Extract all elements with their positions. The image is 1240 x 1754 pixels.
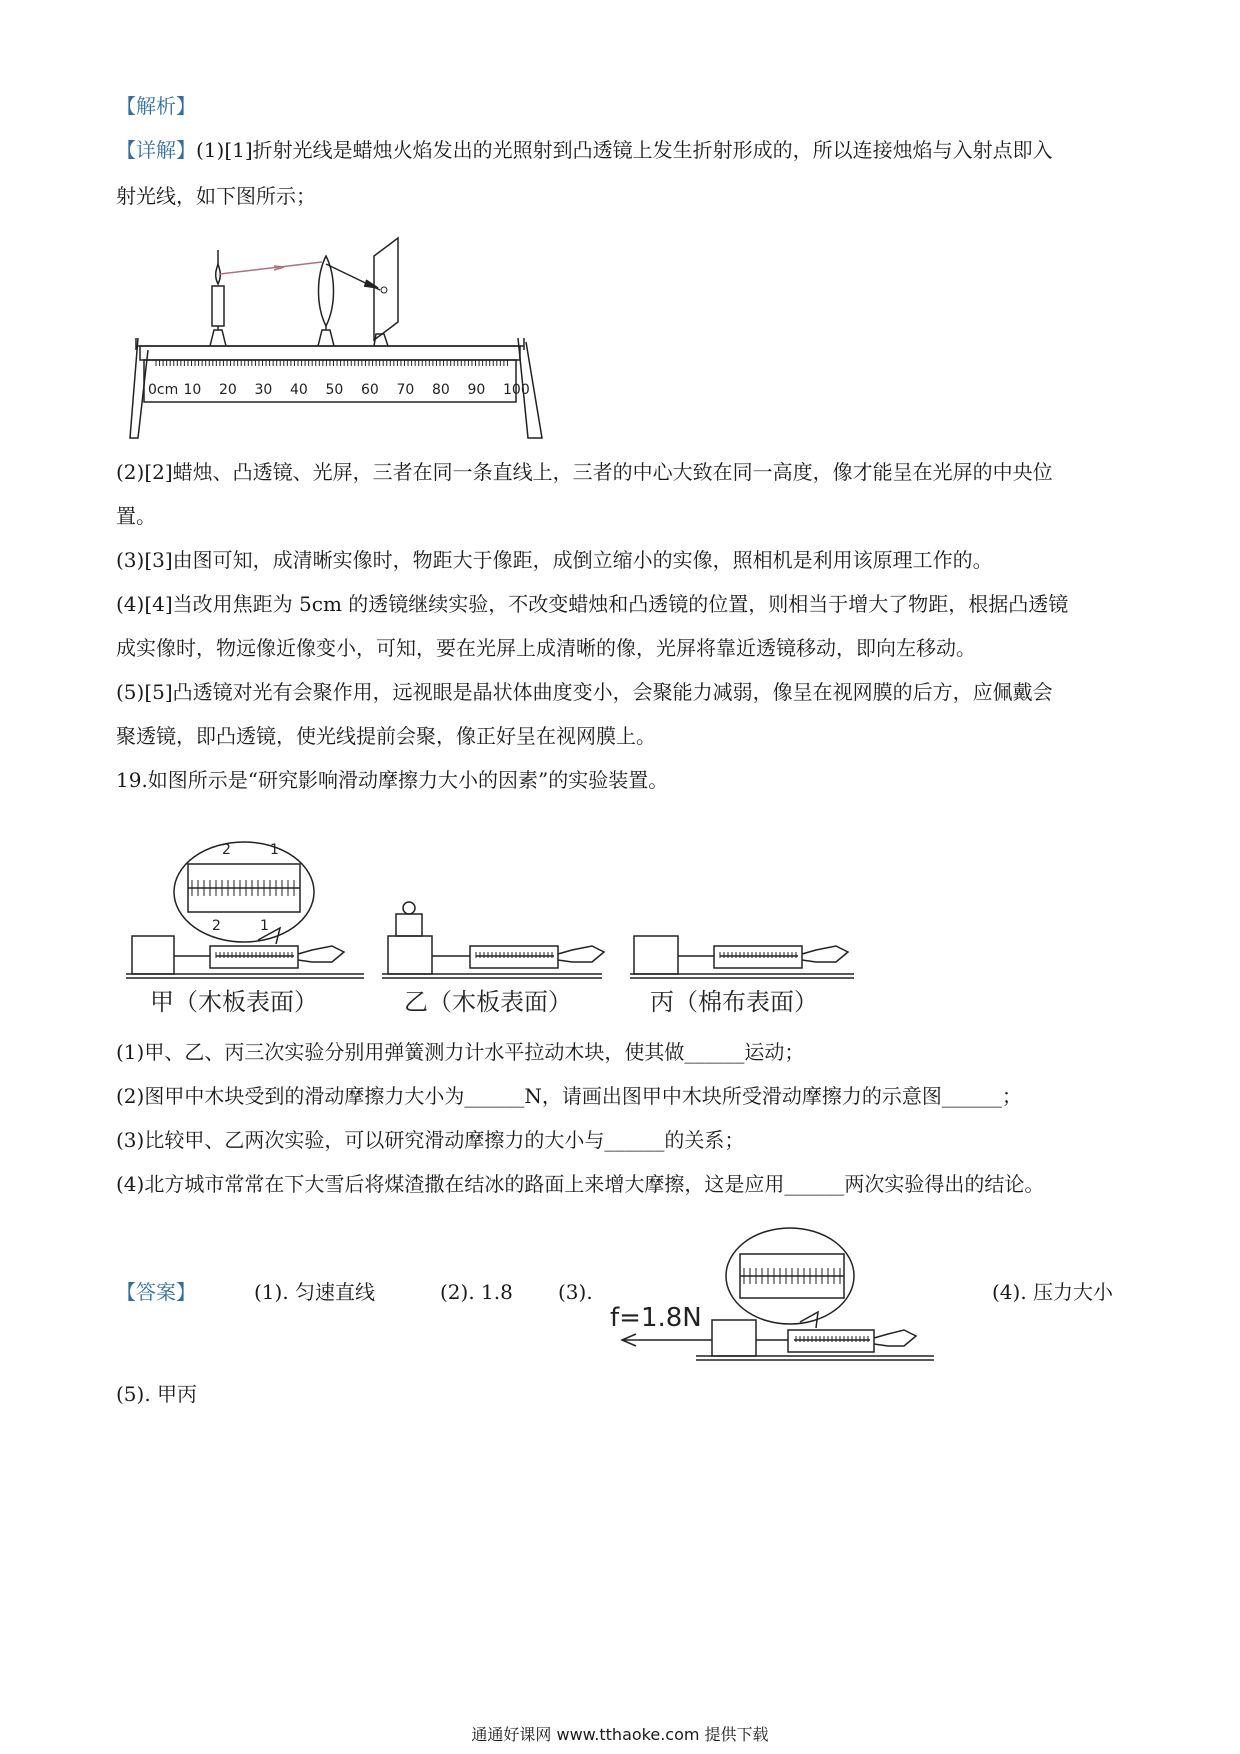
page-footer: 通通好课网 www.tthaoke.com 提供下载 [471, 1725, 769, 1744]
question-19-part-4: (4)北方城市常常在下大雪后将煤渣撒在结冰的路面上来增大摩擦，这是应用______两次实验得出的结论。 [116, 1172, 1045, 1196]
question-19-part-1: (1)甲、乙、丙三次实验分别用弹簧测力计水平拉动木块，使其做______运动； [116, 1040, 805, 1064]
bench-scale-label: 50 [325, 382, 344, 398]
bench-scale-label: 20 [219, 382, 237, 398]
answer-wood-block [712, 1320, 756, 1356]
spring-scale-jia [210, 946, 298, 968]
caption-jia: 甲（木板表面） [150, 988, 318, 1016]
question-19-stem: 19.如图所示是“研究影响滑动摩擦力大小的因素”的实验装置。 [116, 768, 669, 792]
hand-jia [298, 946, 344, 962]
answer-friction-figure [604, 1210, 940, 1366]
paragraph-4-cont: 成实像时，物远像近像变小，可知，要在光屏上成清晰的像，光屏将靠近透镜移动，即向左移动。 [116, 636, 976, 660]
spring-scale-bing [714, 946, 802, 968]
paragraph-5-cont: 聚透镜，即凸透镜，使光线提前会聚，像正好呈在视网膜上。 [116, 724, 656, 748]
paragraph-4: (4)[4]当改用焦距为 5cm 的透镜继续实验，不改变蜡烛和凸透镜的位置，则相当于增大了物距，根据凸透镜 [116, 592, 1069, 616]
candle [212, 286, 224, 326]
caption-bing: 丙（棉布表面） [650, 988, 818, 1016]
question-19-part-2: (2)图甲中木块受到的滑动摩擦力大小为______N，请画出图甲中木块所受滑动摩擦力的示意图______； [116, 1084, 1022, 1108]
answer-4: (4). 压力大小 [992, 1280, 1114, 1304]
screen-holder [374, 334, 388, 346]
dial-digit-4: 1 [260, 918, 269, 934]
detail-label: 【详解】 [116, 138, 196, 162]
spring-scale-yi [470, 946, 558, 968]
hand-yi [558, 946, 604, 962]
bench-rail [140, 346, 520, 360]
paragraph-1-cont: 射光线，如下图所示； [116, 184, 316, 208]
dial-digit-2: 1 [270, 842, 279, 858]
question-19-part-3: (3)比较甲、乙两次实验，可以研究滑动摩擦力的大小与______的关系； [116, 1128, 745, 1152]
answer-3: (3). [558, 1280, 593, 1304]
paragraph-1 [116, 136, 1128, 164]
bench-scale-label: 0cm [148, 382, 179, 398]
friction-experiment-figure [126, 806, 958, 1020]
bench-scale-label: 80 [432, 382, 450, 398]
paragraph-2: (2)[2]蜡烛、凸透镜、光屏，三者在同一条直线上，三者的中心大致在同一高度，像才能呈在光屏的中央位 [116, 460, 1053, 484]
dial-digit-1: 2 [222, 842, 231, 858]
caption-yi: 乙（木板表面） [404, 988, 572, 1016]
candle-holder [210, 330, 226, 346]
magnified-dial [174, 842, 314, 942]
weight [396, 914, 422, 936]
hand-bing [802, 946, 848, 962]
wood-block-yi [388, 936, 432, 974]
friction-label: f=1.8N [610, 1303, 702, 1333]
paragraph-5: (5)[5]凸透镜对光有会聚作用，远视眼是晶状体曲度变小，会聚能力减弱，像呈在视网膜的后方，应佩戴会 [116, 680, 1053, 704]
wood-block-jia [132, 936, 174, 974]
incident-ray [220, 262, 322, 274]
answer-label: 【答案】 [116, 1280, 196, 1304]
bench-scale-label: 10 [183, 382, 202, 398]
bench-scale-label: 70 [396, 382, 415, 398]
candle-flame [216, 264, 221, 284]
paragraph-3: (3)[3]由图可知，成清晰实像时，物距大于像距，成倒立缩小的实像，照相机是利用该原理工作的。 [116, 548, 993, 572]
lens-holder [318, 330, 334, 346]
paragraph-2-cont: 置。 [116, 504, 156, 528]
answer-2: (2). 1.8 [440, 1280, 513, 1304]
bench-scale-label: 90 [467, 382, 486, 398]
bench-scale-label: 40 [290, 382, 308, 398]
analysis-heading: 【解析】 [116, 94, 196, 118]
bench-scale-label: 30 [254, 382, 273, 398]
optical-bench-figure [126, 230, 554, 444]
bench-scale-label: 100 [503, 382, 530, 398]
wood-block-bing [634, 936, 678, 974]
bench-leg-left [130, 338, 148, 438]
bench-scale-label: 60 [361, 382, 379, 398]
answer-1: (1). 匀速直线 [254, 1280, 376, 1304]
dial-digit-3: 2 [212, 918, 221, 934]
answer-5: (5). 甲丙 [116, 1382, 198, 1406]
paragraph-1-text: (1)[1]折射光线是蜡烛火焰发出的光照射到凸透镜上发生折射形成的，所以连接烛焰与入射点即入 [196, 138, 1053, 162]
answer-hand [874, 1330, 916, 1346]
answer-spring-scale [788, 1330, 874, 1352]
